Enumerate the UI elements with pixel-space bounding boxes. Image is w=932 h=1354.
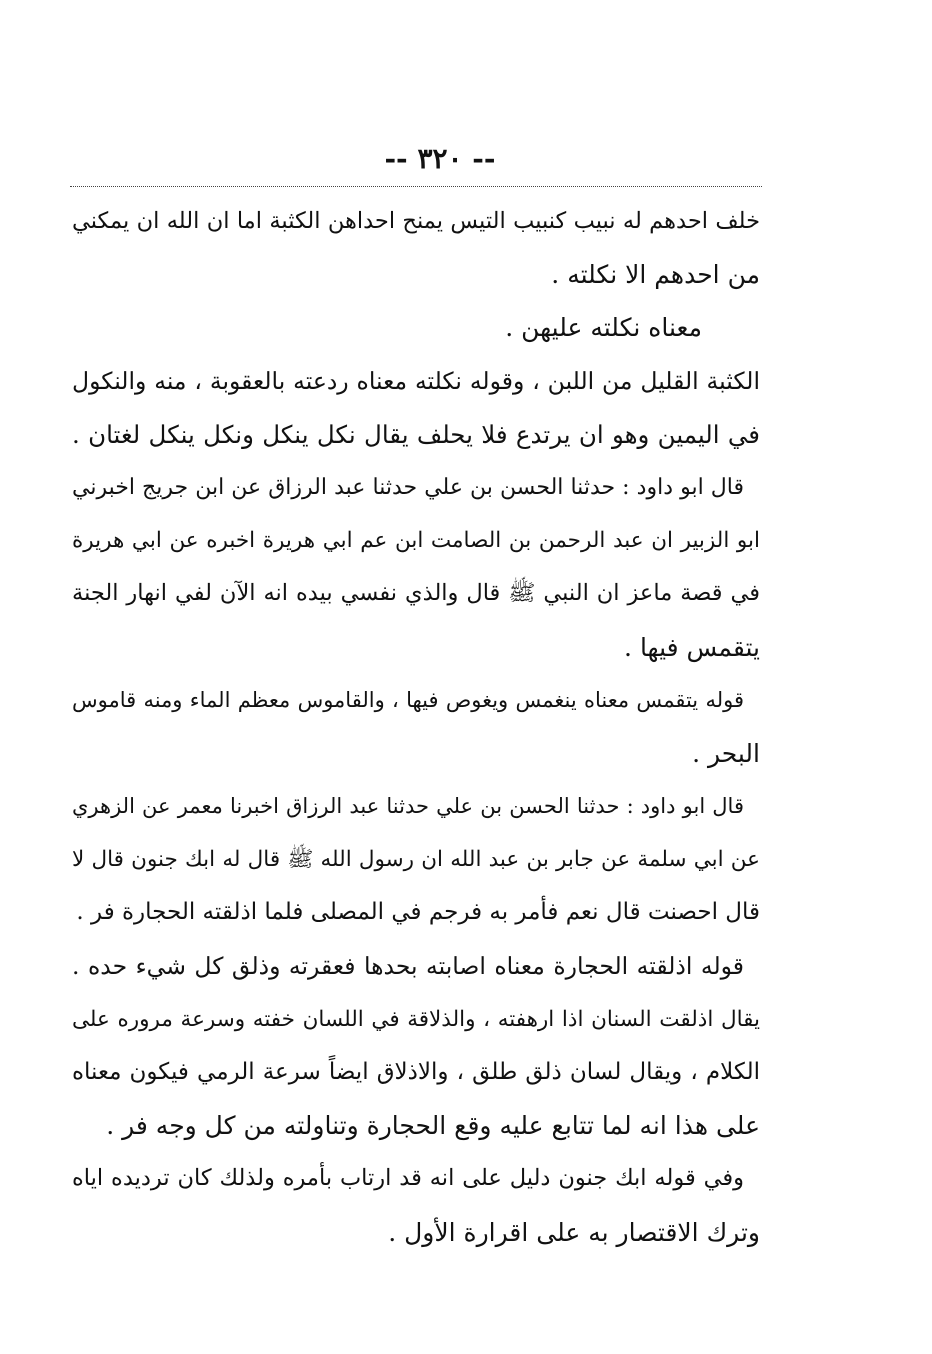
header-rule [70, 186, 762, 187]
text-line: وترك الاقتصار به على اقرارة الأول . [388, 1217, 760, 1247]
text-line: الكلام ، ويقال لسان ذلق طلق ، والاذلاق ايضاً سرعة الرمي فيكون معناه [72, 1059, 760, 1085]
text-line: قال ابو داود : حدثنا الحسن بن علي حدثنا عبد الرزاق عن ابن جريج اخبرني [72, 474, 744, 500]
text-line: عن ابي سلمة عن جابر بن عبد الله ان رسول الله ﷺ قال له ابك جنون قال لا [72, 847, 760, 873]
page-number: -- ٣٢٠ -- [384, 142, 496, 175]
text-line: يقال اذلقت السنان اذا ارهفته ، والذلاقة في اللسان خفته وسرعة مروره على [72, 1006, 760, 1032]
body-text [72, 195, 760, 1259]
text-line: معناه نكلته عليهن . [505, 313, 702, 343]
text-line: الكثبة القليل من اللبن ، وقوله نكلته معناه ردعته بالعقوبة ، منه والنكول [72, 366, 760, 395]
text-line: قال احصنت قال نعم فأمر به فرجم في المصلى فلما اذلقته الحجارة فر . [76, 899, 760, 926]
text-line: قال ابو داود : حدثنا الحسن بن علي حدثنا عبد الرزاق اخبرنا معمر عن الزهري [72, 794, 744, 819]
text-line: على هذا انه لما تتابع عليه وقع الحجارة وتناولته من كل وجه فر . [106, 1111, 760, 1141]
text-line: في اليمين وهو ان يرتدع فلا يحلف يقال نكل ينكل ونكل ينكل لغتان . [72, 419, 760, 449]
text-line: البحر . [692, 738, 760, 768]
text-line: في قصة ماعز ان النبي ﷺ قال والذي نفسي بيده انه الآن لفي انهار الجنة [72, 580, 760, 607]
text-line: قوله يتقمس معناه ينغمس ويغوص فيها ، والقاموس معظم الماء ومنه قاموس [72, 687, 744, 712]
text-line: وفي قوله ابك جنون دليل على انه قد ارتاب بأمره ولذلك كان ترديده اياه [72, 1165, 744, 1192]
text-line: خلف احدهم له نبيب كنبيب التيس يمنح احداهن الكثبة اما ان الله ان يمكني [72, 208, 760, 234]
text-line: من احدهم الا نكلته . [551, 260, 760, 290]
text-line: يتقمس فيها . [624, 632, 760, 662]
text-line: قوله اذلقته الحجارة معناه اصابته بحدها فعقرته وذلق كل شيء حده . [72, 951, 744, 980]
text-line: ابو الزبير ان عبد الرحمن بن الصامت ابن عم ابي هريرة اخبره عن ابي هريرة [72, 528, 760, 554]
